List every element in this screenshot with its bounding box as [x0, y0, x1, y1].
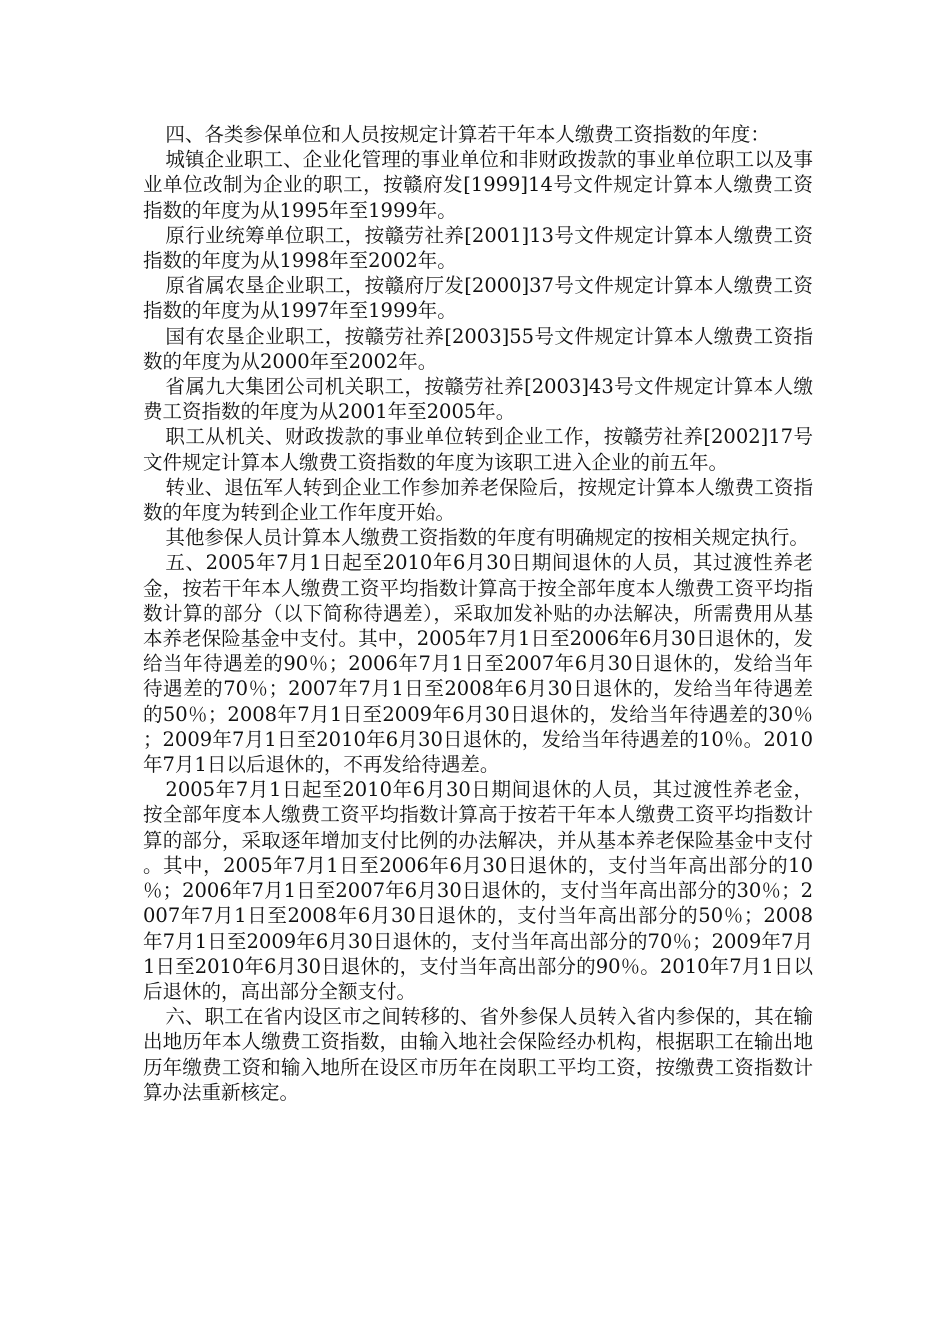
- paragraph-industry-pooling-workers: 原行业统筹单位职工，按赣劳社养[2001]13号文件规定计算本人缴费工资指数的年度为从1998年至2002年。: [143, 223, 813, 273]
- document-body: [143, 122, 813, 1105]
- paragraph-section-5-excess-payment: 2005年7月1日起至2010年6月30日期间退休的人员，其过渡性养老金，按全部年度本人缴费工资平均指数计算高于按若干年本人缴费工资平均指数计算的部分，采取逐年增加支付比例的办法解决，并从基本养老保险基金中支付。其中，2005年7月1日至2006年6月30日退休的，支付当年高出部分的10％；2006年7月1日至2007年6月30日退休的，支付当年高出部分的30％；2007年7月1日至2008年6月30日退休的，支付当年高出部分的50％；2008年7月1日至2009年6月30日退休的，支付当年高出部分的70％；2009年7月1日至2010年6月30日退休的，支付当年高出部分的90％。2010年7月1日以后退休的，高出部分全额支付。: [143, 778, 813, 1003]
- paragraph-urban-enterprise-workers: 城镇企业职工、企业化管理的事业单位和非财政拨款的事业单位职工以及事业单位改制为企业的职工，按赣府发[1999]14号文件规定计算本人缴费工资指数的年度为从1995年至1999年。: [143, 148, 813, 222]
- paragraph-section-6-transfer: 六、职工在省内设区市之间转移的、省外参保人员转入省内参保的，其在输出地历年本人缴费工资指数，由输入地社会保险经办机构，根据职工在输出地历年缴费工资和输入地所在设区市历年在岗职工平均工资，按缴费工资指数计算办法重新核定。: [143, 1005, 813, 1104]
- paragraph-section-5-benefit-difference: 五、2005年7月1日起至2010年6月30日期间退休的人员，其过渡性养老金，按若干年本人缴费工资平均指数计算高于按全部年度本人缴费工资平均指数计算的部分（以下简称待遇差），采取加发补贴的办法解决，所需费用从基本养老保险基金中支付。其中，2005年7月1日至2006年6月30日退休的，发给当年待遇差的90％；2006年7月1日至2007年6月30日退休的，发给当年待遇差的70％；2007年7月1日至2008年6月30日退休的，发给当年待遇差的50％；2008年7月1日至2009年6月30日退休的，发给当年待遇差的30％；2009年7月1日至2010年6月30日退休的，发给当年待遇差的10％。2010年7月1日以后退休的，不再发给待遇差。: [143, 551, 813, 777]
- paragraph-provincial-farm-workers: 原省属农垦企业职工，按赣府厅发[2000]37号文件规定计算本人缴费工资指数的年度为从1997年至1999年。: [143, 274, 813, 323]
- paragraph-section-4-heading: 四、各类参保单位和人员按规定计算若干年本人缴费工资指数的年度：: [165, 123, 770, 146]
- paragraph-veterans: 转业、退伍军人转到企业工作参加养老保险后，按规定计算本人缴费工资指数的年度为转到企业工作年度开始。: [143, 475, 813, 525]
- paragraph-other-insured: 其他参保人员计算本人缴费工资指数的年度有明确规定的按相关规定执行。: [165, 526, 809, 550]
- paragraph-nine-groups-staff: 省属九大集团公司机关职工，按赣劳社养[2003]43号文件规定计算本人缴费工资指数的年度为从2001年至2005年。: [143, 375, 813, 424]
- paragraph-transfer-from-agencies: 职工从机关、财政拨款的事业单位转到企业工作，按赣劳社养[2002]17号文件规定计算本人缴费工资指数的年度为该职工进入企业的前五年。: [143, 425, 813, 474]
- paragraph-state-farm-workers: 国有农垦企业职工，按赣劳社养[2003]55号文件规定计算本人缴费工资指数的年度为从2000年至2002年。: [143, 324, 813, 373]
